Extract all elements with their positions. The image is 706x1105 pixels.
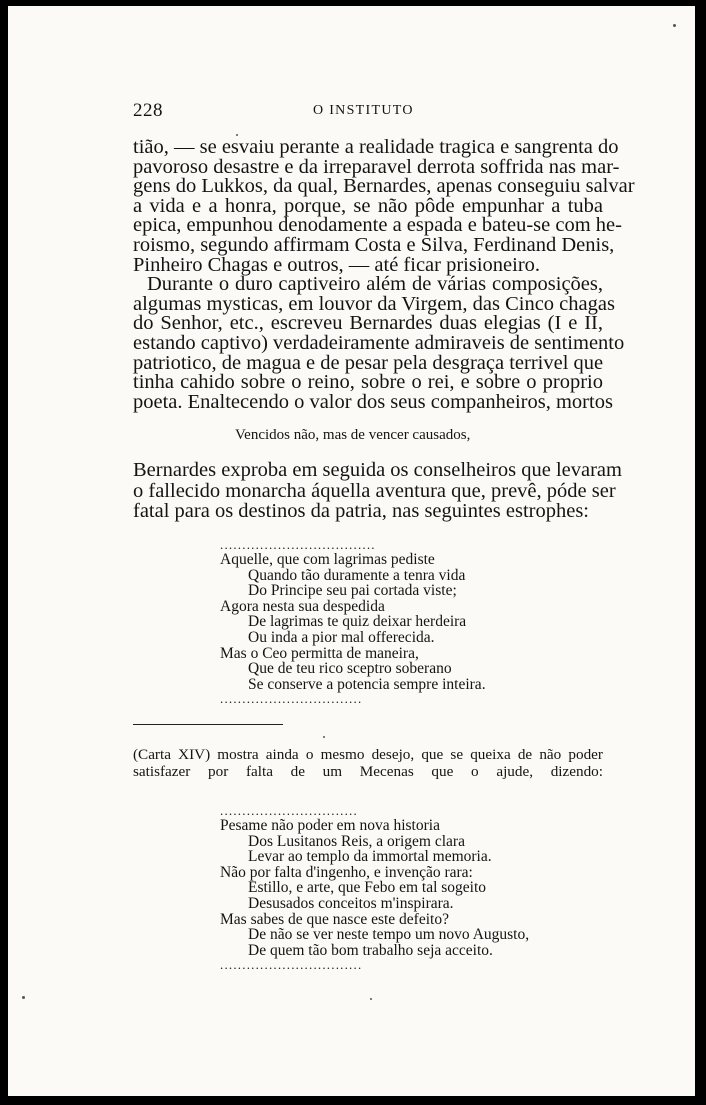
page-header — [8, 100, 695, 122]
verse-line: Do Principe seu pai cortada viste; — [248, 582, 457, 600]
main-text-continued — [133, 459, 622, 522]
text-line: roismo, segundo affirmam Costa e Silva, Ferdinand Denis, — [133, 233, 615, 256]
verse-line: De não se ver neste tempo um novo Augusto, — [248, 926, 530, 944]
verse-line: Aquelle, que com lagrimas pediste — [220, 551, 435, 568]
text-line: Bernardes exproba em seguida os conselheiros que levaram — [133, 459, 622, 481]
text-line: gens do Lukkos, da qual, Bernardes, apenas conseguiu salvar — [133, 175, 635, 198]
verse-line: De lagrimas te quiz deixar herdeira — [248, 613, 467, 631]
verse-line: Agora nesta sua despedida — [220, 597, 385, 615]
footnote-rule — [133, 724, 283, 725]
paper-speck — [323, 736, 325, 738]
verse-line: Mas sabes de que nasce este defeito? — [220, 910, 449, 928]
text-line: tinha cahido sobre o reino, sobre o rei, e sobre o proprio — [133, 371, 603, 394]
paper-speck — [673, 24, 676, 27]
verse-line: Estillo, e arte, que Febo em tal sogeito — [248, 879, 487, 897]
text-line: o fallecido monarcha áquella aventura que, prevê, póde ser — [133, 479, 616, 502]
text-line: Durante o duro captiveiro além de várias composições, — [147, 273, 603, 296]
running-title: O INSTITUTO — [313, 103, 414, 118]
verse-line: Que de teu rico sceptro soberano — [248, 660, 452, 678]
text-line: estando captivo) verdadeiramente admiraveis de sentimento — [133, 331, 625, 354]
verse-line: Desusados conceitos m'inspirara. — [248, 894, 454, 912]
verse-line: Dos Lusitanos Reis, a origem clara — [248, 832, 465, 850]
verse-line: Quando tão duramente a tenra vida — [248, 566, 466, 584]
text-line: patriotico, de magua e de pesar pela desgraça terrivel que — [133, 351, 604, 374]
ellipsis-dots: ............................... — [220, 803, 358, 818]
text-line: Pinheiro Chagas e outros, — até ficar prisioneiro. — [133, 253, 541, 276]
text-line: pavoroso desastre e da irreparavel derrota soffrida nas mar- — [133, 155, 620, 178]
text-line: fatal para os destinos da patria, nas seguintes estrophes: — [133, 500, 589, 522]
verse-line: Ou inda a pior mal offerecida. — [248, 628, 435, 646]
verse-line: Mas o Ceo permitta de maneira, — [220, 644, 419, 662]
quoted-verse: Vencidos não, mas de vencer causados, — [235, 427, 471, 443]
paper-speck — [236, 134, 238, 136]
verse-block-elegy — [220, 538, 486, 706]
verse-line: Pesame não poder em nova historia — [220, 817, 440, 834]
verse-block-carta — [220, 804, 529, 972]
text-line: poeta. Enaltecendo o valor dos seus companheiros, mortos — [133, 390, 613, 413]
verse-line: Não por falta d'ingenho, e invenção rara: — [220, 863, 473, 881]
text-line: a vida e a honra, porque, se não pôde empunhar a tuba — [133, 194, 603, 217]
footnote-line: (Carta XIV) mostra ainda o mesmo desejo, que se queixa de não poder — [133, 746, 603, 763]
text-line: algumas mysticas, em louvor da Virgem, das Cinco chagas — [133, 292, 615, 315]
text-line: do Senhor, etc., escreveu Bernardes duas elegias (I e II, — [133, 312, 603, 335]
ellipsis-dots: ................................... — [220, 537, 376, 552]
ellipsis-dots: ................................ — [220, 957, 363, 973]
footnote-line: satisfazer por falta de um Mecenas que o ajude, dizendo: — [133, 763, 603, 780]
main-text — [133, 136, 635, 413]
ellipsis-dots: ................................ — [220, 691, 363, 707]
verse-line: Se conserve a potencia sempre inteira. — [248, 675, 486, 693]
verse-line: De quem tão bom trabalho seja acceito. — [248, 941, 493, 959]
paper-speck — [22, 996, 25, 999]
verse-line: Levar ao templo da immortal memoria. — [248, 848, 492, 866]
paper-speck — [370, 998, 372, 1000]
text-line: epica, empunhou denodamente a espada e bateu-se com he- — [133, 214, 622, 237]
text-line: tião, — se esvaiu perante a realidade tragica e sangrenta do — [133, 136, 619, 158]
page-number: 228 — [133, 100, 163, 121]
footnote — [133, 746, 603, 780]
book-page — [8, 6, 695, 1096]
